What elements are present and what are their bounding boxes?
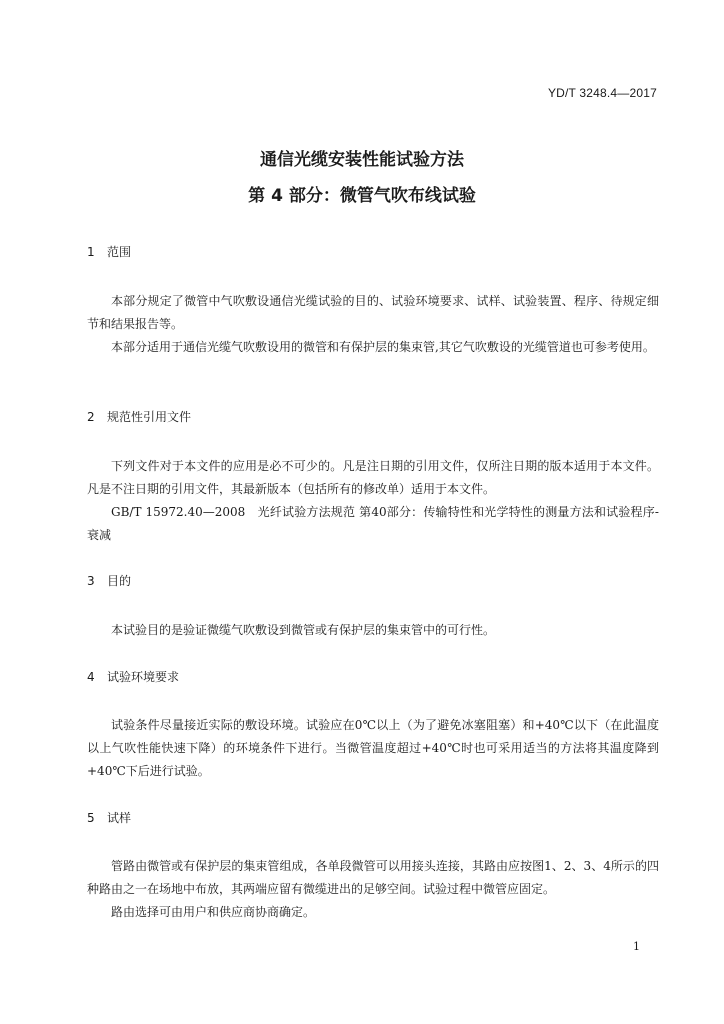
section-number: 1 — [87, 245, 95, 259]
document-title: 通信光缆安装性能试验方法 — [260, 150, 464, 170]
section-title: 规范性引用文件 — [107, 410, 192, 424]
section-heading-2 — [87, 408, 191, 425]
paragraph: 路由选择可由用户和供应商协商确定。 — [111, 905, 316, 919]
section-title: 试验环境要求 — [107, 670, 180, 684]
section-number: 2 — [87, 410, 95, 424]
section-heading-1 — [87, 243, 131, 260]
section-number: 5 — [87, 811, 95, 825]
paragraph: 管路由微管或有保护层的集束管组成，各单段微管可以用接头连接，其路由应按图1、2、3、4所示的四种路由之一在场地中布放，其两端应留有微缆进出的足够空间。试验过程中微管应固定。 — [87, 859, 659, 896]
paragraph: 本试验目的是验证微缆气吹敷设到微管或有保护层的集束管中的可行性。 — [111, 623, 496, 637]
paragraph: 本部分适用于通信光缆气吹敷设用的微管和有保护层的集束管,其它气吹敷设的光缆管道也可参考使用。 — [111, 340, 655, 354]
normative-reference: GB/T 15972.40—2008 光纤试验方法规范 第40部分：传输特性和光学特性的测量方法和试验程序-衰减 — [87, 505, 659, 542]
document-subtitle: 第 4 部分：微管气吹布线试验 — [248, 186, 476, 206]
paragraph: 下列文件对于本文件的应用是必不可少的。凡是注日期的引用文件，仅所注日期的版本适用于本文件。凡是不注日期的引用文件，其最新版本（包括所有的修改单）适用于本文件。 — [87, 459, 659, 496]
section-title: 目的 — [107, 574, 132, 588]
standard-number: YD/T 3248.4—2017 — [547, 86, 657, 100]
section-title: 试样 — [107, 811, 132, 825]
section-number: 3 — [87, 574, 95, 588]
paragraph: 本部分规定了微管中气吹敷设通信光缆试验的目的、试验环境要求、试样、试验装置、程序、待规定细节和结果报告等。 — [87, 294, 659, 331]
paragraph: 试验条件尽量接近实际的敷设环境。试验应在0℃以上（为了避免冰塞阻塞）和+40℃以下（在此温度以上气吹性能快速下降）的环境条件下进行。当微管温度超过+40℃时也可采用适当的方法将其温度降到+40℃下后进行试验。 — [87, 718, 659, 778]
section-heading-5 — [87, 809, 131, 826]
section-heading-3 — [87, 572, 131, 589]
page-number: 1 — [633, 940, 640, 953]
section-heading-4 — [87, 668, 179, 685]
section-title: 范围 — [107, 245, 132, 259]
section-number: 4 — [87, 670, 95, 684]
